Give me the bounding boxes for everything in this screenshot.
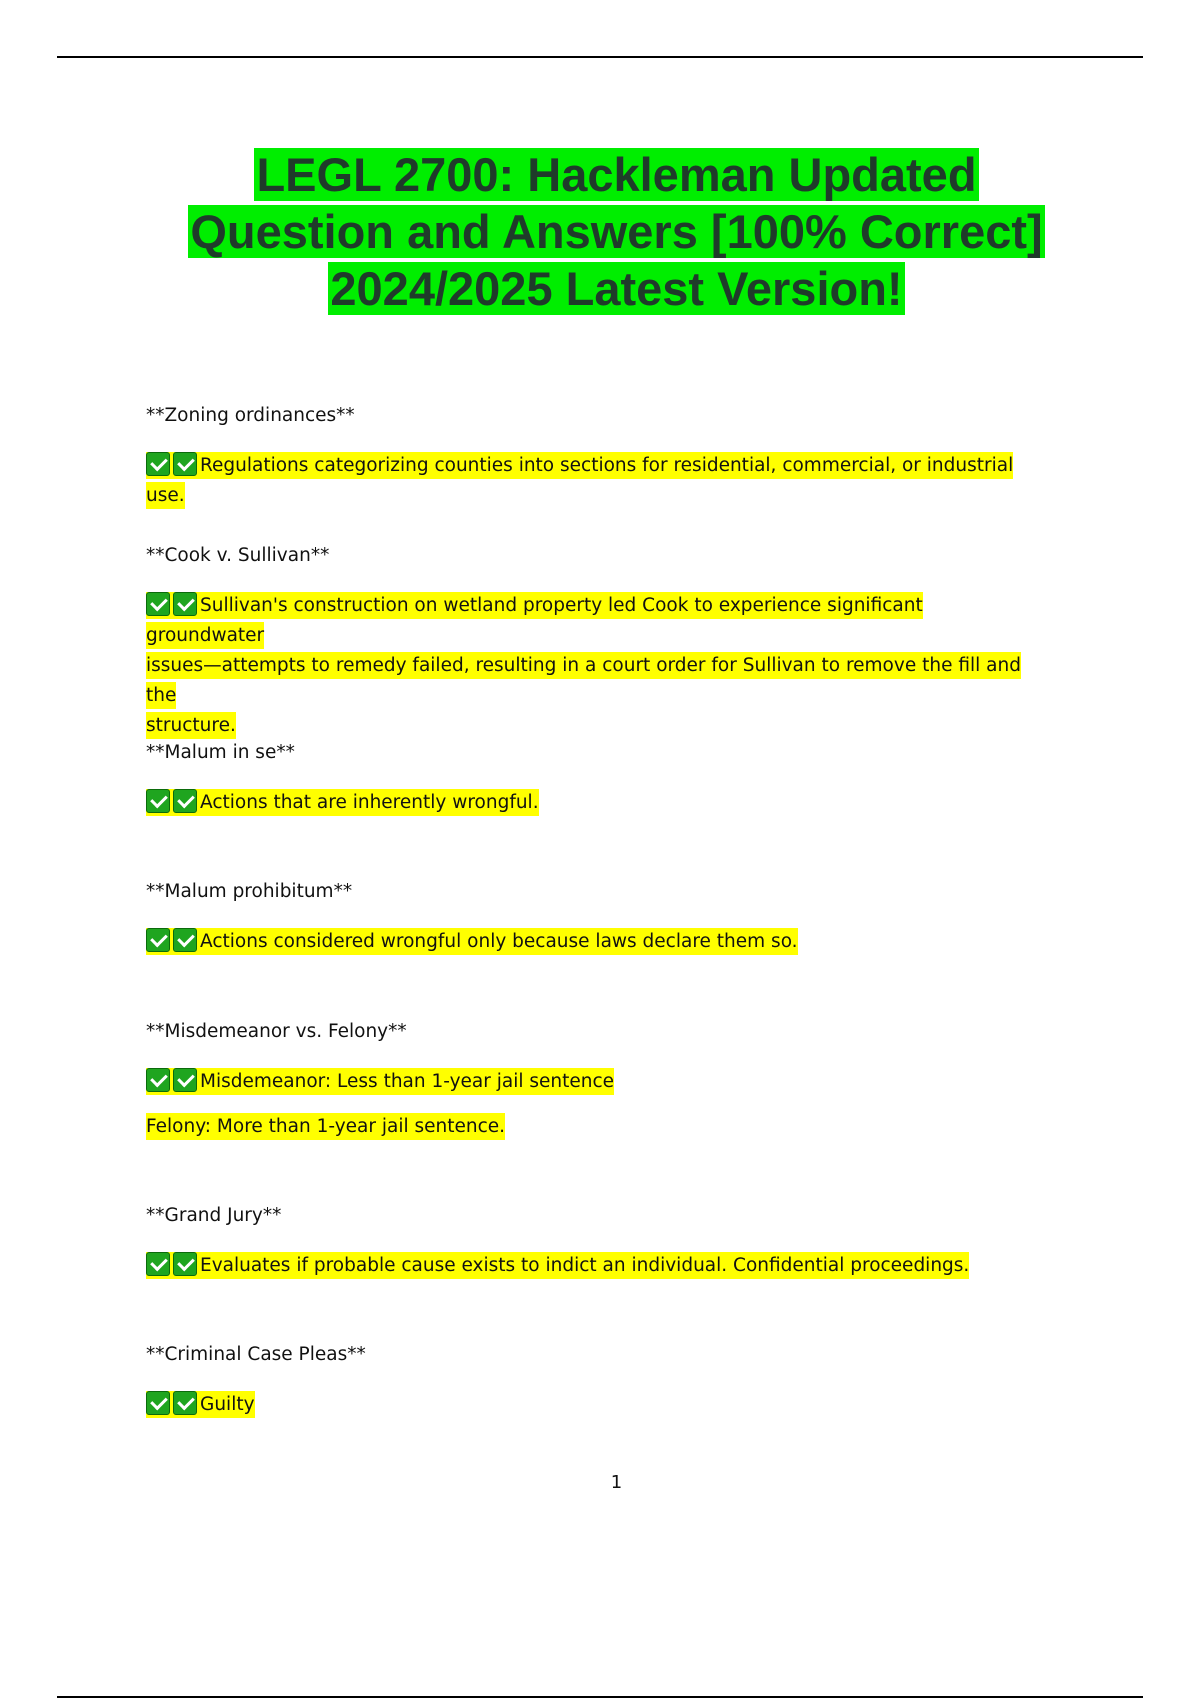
page-title xyxy=(0,146,1200,317)
answer-malum-prohibitum xyxy=(146,927,798,957)
checkmark-box-icon xyxy=(146,1391,170,1415)
answer-text-extra: Felony: More than 1-year jail sentence. xyxy=(146,1113,505,1140)
answer-text: Actions considered wrongful only because laws declare them so. xyxy=(200,931,798,952)
checkmark-box-icon xyxy=(146,452,170,476)
checkmark-box-icon xyxy=(173,789,197,813)
title-line-1: LEGL 2700: Hackleman Updated xyxy=(256,148,977,201)
checkmark-box-icon xyxy=(173,452,197,476)
checkmark-box-icon xyxy=(173,1252,197,1276)
title-line-3: 2024/2025 Latest Version! xyxy=(330,262,903,315)
checkmark-box-icon xyxy=(146,1068,170,1092)
answer-text-line-2: issues—attempts to remedy failed, resulting in a court order for Sullivan to remove the fill and the xyxy=(146,652,1021,709)
checkmark-box-icon xyxy=(146,928,170,952)
answer-text-line-3: structure. xyxy=(146,712,236,739)
term-grand-jury: **Grand Jury** xyxy=(146,1205,282,1226)
answer-text: Misdemeanor: Less than 1-year jail sentence xyxy=(200,1071,615,1092)
top-rule xyxy=(57,56,1143,58)
page-number: 1 xyxy=(610,1472,623,1493)
title-line-2: Question and Answers [100% Correct] xyxy=(190,205,1043,258)
checkmark-box-icon xyxy=(173,928,197,952)
bottom-rule xyxy=(57,1696,1143,1698)
checkmark-box-icon xyxy=(173,1068,197,1092)
term-criminal-case-pleas: **Criminal Case Pleas** xyxy=(146,1344,366,1365)
answer-zoning-ordinances xyxy=(146,451,1046,511)
answer-grand-jury xyxy=(146,1251,969,1281)
term-malum-in-se: **Malum in se** xyxy=(146,742,295,763)
checkmark-box-icon xyxy=(146,789,170,813)
answer-text: Regulations categorizing counties into sections for residential, commercial, or industrial use. xyxy=(146,455,1014,506)
answer-misdemeanor xyxy=(146,1067,614,1097)
answer-text-line-1: Sullivan's construction on wetland property led Cook to experience significant groundwater xyxy=(146,595,923,646)
answer-criminal-case-pleas xyxy=(146,1390,255,1420)
answer-malum-in-se xyxy=(146,788,539,818)
term-zoning-ordinances: **Zoning ordinances** xyxy=(146,405,355,426)
answer-felony xyxy=(146,1112,505,1142)
answer-text: Evaluates if probable cause exists to indict an individual. Confidential proceedings. xyxy=(200,1255,970,1276)
term-cook-v-sullivan: **Cook v. Sullivan** xyxy=(146,545,330,566)
checkmark-box-icon xyxy=(146,1252,170,1276)
answer-text: Guilty xyxy=(200,1394,255,1415)
checkmark-box-icon xyxy=(173,592,197,616)
term-malum-prohibitum: **Malum prohibitum** xyxy=(146,881,353,902)
term-misdemeanor-vs-felony: **Misdemeanor vs. Felony** xyxy=(146,1021,407,1042)
checkmark-box-icon xyxy=(146,592,170,616)
answer-text: Actions that are inherently wrongful. xyxy=(200,792,539,813)
answer-cook-v-sullivan xyxy=(146,591,1046,741)
checkmark-box-icon xyxy=(173,1391,197,1415)
